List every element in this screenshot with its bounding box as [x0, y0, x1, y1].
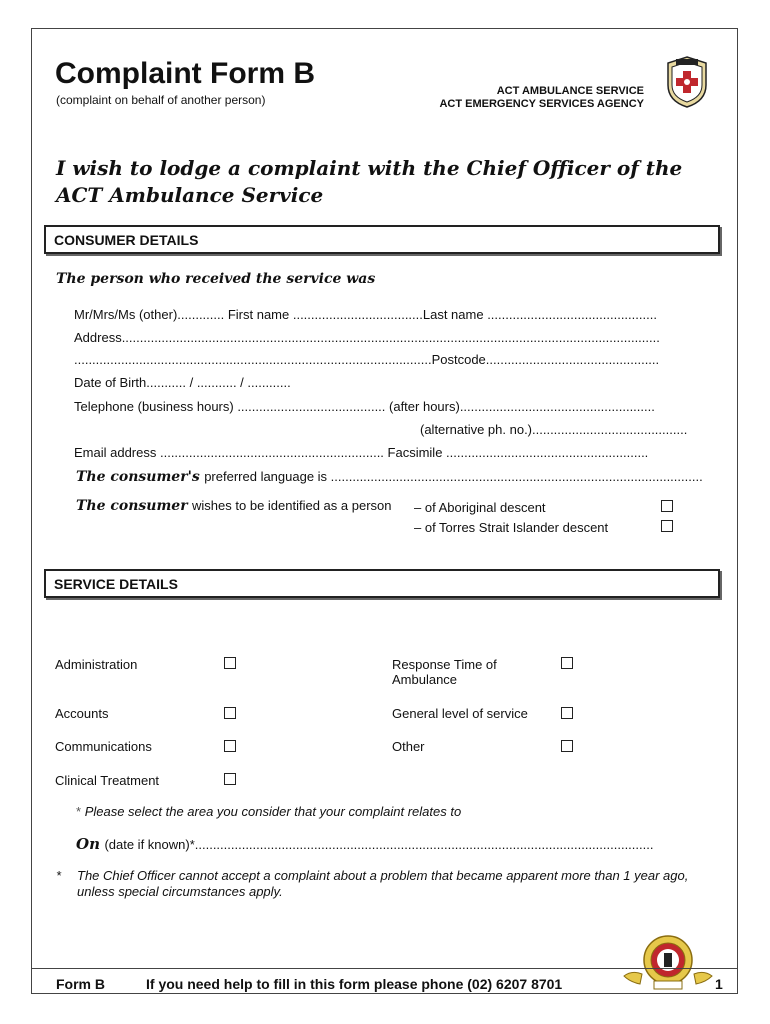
communications-checkbox[interactable]: [224, 740, 236, 752]
service-option-accounts: Accounts: [55, 706, 109, 721]
service-option-administration: Administration: [55, 657, 138, 672]
accounts-checkbox[interactable]: [224, 707, 236, 719]
language-label: The consumer's: [76, 469, 200, 485]
language-row: [76, 468, 703, 486]
identify-row: [76, 497, 392, 515]
dob-field[interactable]: Date of Birth........... / ........... / ............: [74, 375, 291, 390]
administration-checkbox[interactable]: [224, 657, 236, 669]
intro-statement: I wish to lodge a complaint with the Chief Officer of the ACT Ambulance Service: [56, 156, 683, 207]
consumer-subheading: The person who received the service was: [56, 271, 376, 287]
email-fax-field[interactable]: Email address .............................................................. Facsimile ........................................................: [74, 445, 649, 460]
language-field[interactable]: preferred language is .......................................................................................................: [204, 469, 703, 484]
service-option-general-service: General level of service: [392, 706, 528, 721]
alt-phone-field[interactable]: (alternative ph. no.)...........................................: [420, 422, 688, 437]
clinical-treatment-checkbox[interactable]: [224, 773, 236, 785]
on-label: On: [76, 835, 100, 853]
select-area-note-text: Please select the area you consider that your complaint relates to: [84, 804, 462, 819]
page-title: Complaint Form B: [55, 57, 315, 90]
identify-text: wishes to be identified as a person: [192, 498, 392, 513]
telephone-field[interactable]: Telephone (business hours) ......................................... (after hours)......................................................: [74, 399, 655, 414]
date-field[interactable]: (date if known)*...............................................................................................................................: [104, 837, 654, 852]
select-area-note: [76, 804, 461, 819]
aboriginal-descent-checkbox[interactable]: [661, 500, 673, 512]
service-option-response-time: Response Time of Ambulance: [392, 657, 497, 687]
date-row: [76, 835, 653, 854]
general-service-checkbox[interactable]: [561, 707, 573, 719]
time-limit-note: The Chief Officer cannot accept a complaint about a problem that became apparent more than 1 year ago, unless special circumstances apply.: [77, 868, 689, 899]
footer-divider: [31, 968, 738, 969]
page-number: 1: [715, 976, 723, 992]
footer-form-label: Form B: [56, 976, 105, 992]
identify-label: The consumer: [76, 498, 188, 514]
name-field[interactable]: Mr/Mrs/Ms (other)............. First name ....................................Last name ...............................................: [74, 307, 657, 322]
act-ambulance-crest-icon: [662, 55, 712, 109]
consumer-details-header: CONSUMER DETAILS: [44, 225, 720, 254]
note-asterisk: *: [76, 804, 82, 819]
other-checkbox[interactable]: [561, 740, 573, 752]
postcode-field[interactable]: ...................................................................................................Postcode................................................: [74, 352, 660, 367]
time-limit-asterisk: *: [56, 868, 62, 883]
torres-strait-descent-checkbox[interactable]: [661, 520, 673, 532]
aboriginal-descent-label: – of Aboriginal descent: [414, 500, 546, 515]
agency-name-esa: ACT EMERGENCY SERVICES AGENCY: [439, 98, 644, 110]
act-emergency-services-seal-icon: [618, 932, 718, 992]
footer-help-text: If you need help to fill in this form please phone (02) 6207 8701: [146, 976, 563, 992]
service-option-clinical-treatment: Clinical Treatment: [55, 773, 160, 788]
torres-strait-descent-label: – of Torres Strait Islander descent: [414, 520, 609, 535]
service-option-other: Other: [392, 739, 425, 754]
response-time-checkbox[interactable]: [561, 657, 573, 669]
service-option-communications: Communications: [55, 739, 152, 754]
agency-name-ambulance: ACT AMBULANCE SERVICE: [496, 85, 644, 97]
page-subtitle: (complaint on behalf of another person): [56, 93, 266, 107]
address-field[interactable]: Address.....................................................................................................................................................: [74, 330, 660, 345]
service-details-header: SERVICE DETAILS: [44, 569, 720, 598]
